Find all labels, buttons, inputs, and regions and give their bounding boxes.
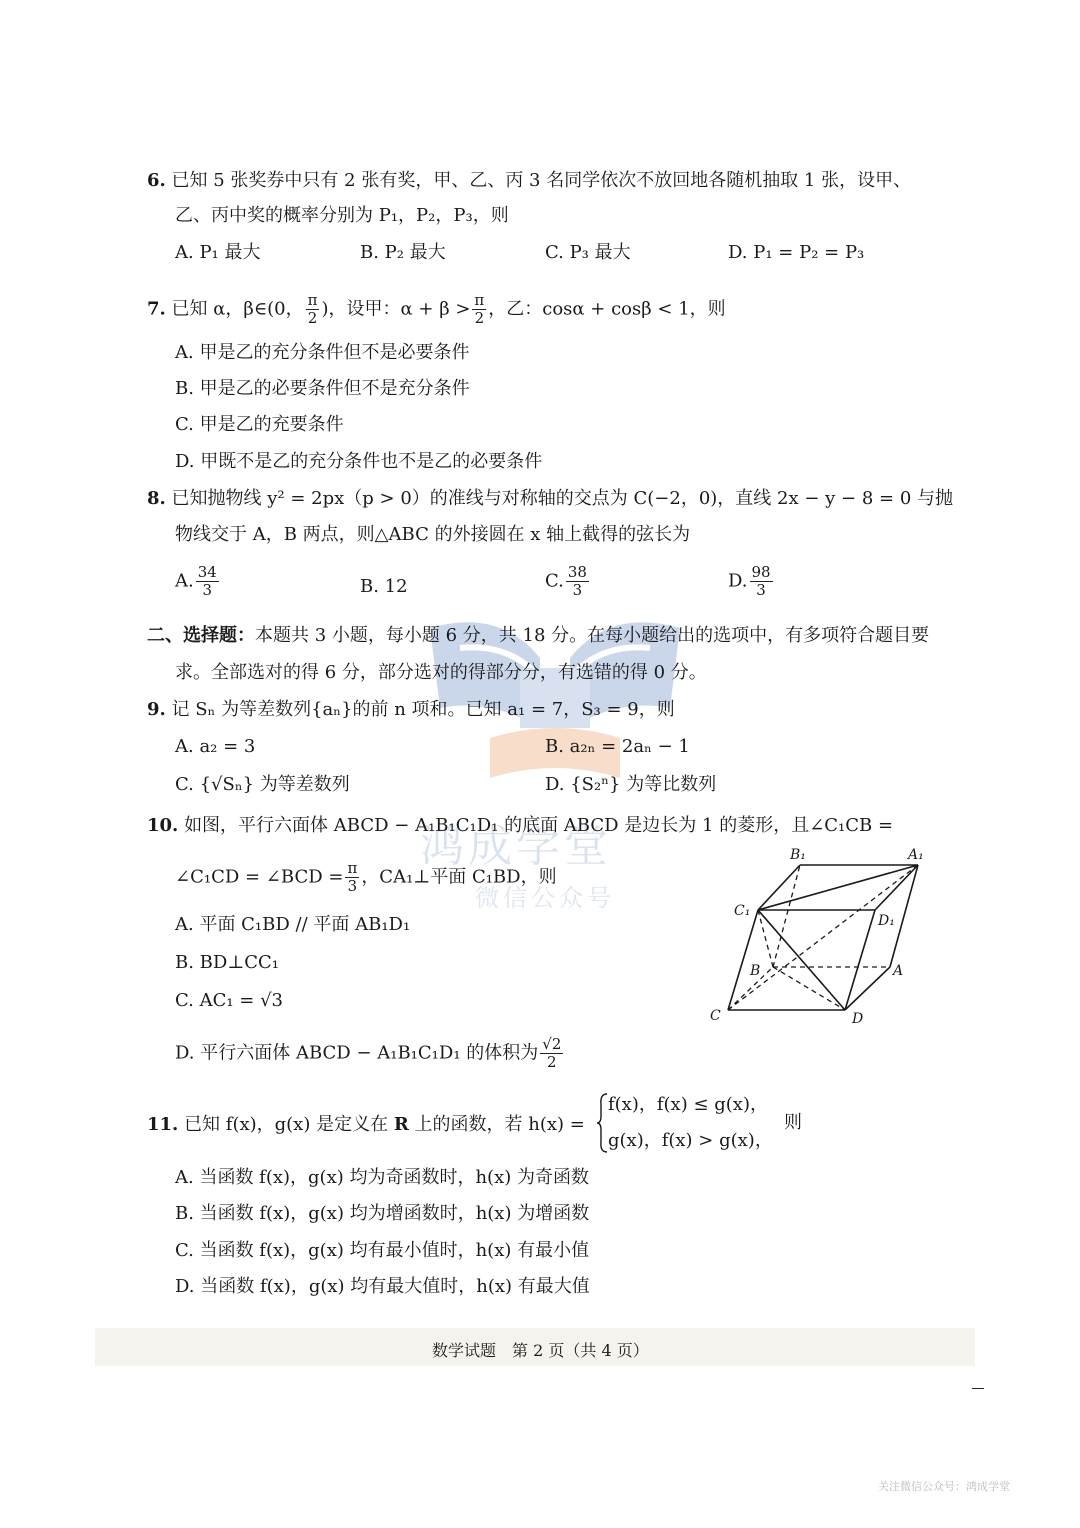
q7-option-d: D. 甲既不是乙的充分条件也不是乙的必要条件 xyxy=(175,451,543,472)
q7-pi-over-2-b: $\frac{\pi}{2}$ xyxy=(474,291,485,327)
corner-watermark: 关注微信公众号：鸿成学堂 xyxy=(878,1480,1010,1493)
section2-line2: 求。全部选对的得 6 分，部分选对的得部分分，有选错的得 0 分。 xyxy=(175,662,707,683)
watermark-subtitle: 微信公众号 xyxy=(475,884,615,912)
q11-option-b: B. 当函数 f(x)，g(x) 均为增函数时，h(x) 为增函数 xyxy=(175,1203,590,1224)
label-d1: D₁ xyxy=(878,913,895,929)
q11-option-d: D. 当函数 f(x)，g(x) 均有最大值时，h(x) 有最大值 xyxy=(175,1276,590,1297)
q10-number: 10. xyxy=(147,815,179,836)
q8-stem-line1 xyxy=(147,488,953,510)
label-b: B xyxy=(750,963,761,979)
q11-real-set: R xyxy=(393,1114,409,1135)
q8-option-c: C. $\frac{38}{3}$ xyxy=(545,563,587,599)
q10-text-1: 如图，平行六面体 ABCD − A₁B₁C₁D₁ 的底面 ABCD 是边长为 1 的菱形，且∠C₁CB = xyxy=(184,815,894,836)
q7-option-b: B. 甲是乙的必要条件但不是充分条件 xyxy=(175,378,470,399)
q11-case1: f(x)，f(x) ≤ g(x)， xyxy=(608,1094,768,1115)
q7-option-c: C. 甲是乙的充要条件 xyxy=(175,414,344,435)
label-a1: A₁ xyxy=(908,847,924,863)
q7-post: ，乙：cosα + cosβ < 1，则 xyxy=(488,298,726,320)
q11-post: 则 xyxy=(784,1112,802,1133)
q10-stem-line2: ∠C₁CD = ∠BCD = $\frac{\pi}{3}$ ，CA₁⊥平面 C₁BD，则 xyxy=(175,859,557,895)
q7-pi-over-2-a: $\frac{\pi}{2}$ xyxy=(307,291,318,327)
q6-text-1: 已知 5 张奖券中只有 2 张有奖，甲、乙、丙 3 名同学依次不放回地各随机抽取 1 张，设甲、 xyxy=(171,170,912,191)
q6-option-d: D. P₁ = P₂ = P₃ xyxy=(728,242,865,263)
q6-option-c: C. P₃ 最大 xyxy=(545,242,631,263)
q10-option-c: C. AC₁ = √3 xyxy=(175,990,284,1011)
label-b1: B₁ xyxy=(790,847,806,863)
q11-brace xyxy=(596,1092,608,1154)
q7-interval-open: (0， xyxy=(267,298,304,320)
label-a: A xyxy=(893,963,904,979)
q6-option-a: A. P₁ 最大 xyxy=(175,242,261,263)
q7-interval-close: ) xyxy=(321,298,329,320)
page-edge-mark xyxy=(972,1388,984,1389)
q9-number: 9. xyxy=(147,699,166,720)
q8-option-a: A. $\frac{34}{3}$ xyxy=(175,563,217,599)
q10-pi-over-3: $\frac{\pi}{3}$ xyxy=(347,859,358,895)
q7-pre: 已知 α，β∈ xyxy=(171,298,268,320)
q11-number: 11. xyxy=(147,1114,179,1135)
q11-case2: g(x)，f(x) > g(x)， xyxy=(608,1130,773,1151)
q10-option-a: A. 平面 C₁BD // 平面 AB₁D₁ xyxy=(175,914,411,935)
q7-number: 7. xyxy=(147,298,166,320)
section2-line1 xyxy=(147,625,929,647)
q9-option-d: D. {S₂ⁿ} 为等比数列 xyxy=(545,774,717,795)
q8-option-b: B. 12 xyxy=(360,576,408,597)
q7-stem xyxy=(147,292,726,327)
label-c: C xyxy=(710,1008,721,1024)
q9-option-b: B. a₂ₙ = 2aₙ − 1 xyxy=(545,736,690,757)
q9-text: 记 Sₙ 为等差数列{aₙ}的前 n 项和。已知 a₁ = 7，S₃ = 9，则 xyxy=(171,699,675,720)
q8-number: 8. xyxy=(147,488,166,509)
q11-option-c: C. 当函数 f(x)，g(x) 均有最小值时，h(x) 有最小值 xyxy=(175,1240,590,1261)
q10-option-d: D. 平行六面体 ABCD − A₁B₁C₁D₁ 的体积为 $\frac{√2}{2}$ xyxy=(175,1035,562,1071)
section2-heading: 二、选择题： xyxy=(147,625,255,646)
q8-option-d: D. $\frac{98}{3}$ xyxy=(728,563,771,599)
q10-option-b: B. BD⊥CC₁ xyxy=(175,952,280,973)
q7-mid: ，设甲：α + β > xyxy=(328,298,471,320)
q8-text-1: 已知抛物线 y² = 2px（p > 0）的准线与对称轴的交点为 C(−2，0)，直线 2x − y − 8 = 0 与抛 xyxy=(171,488,954,509)
q11-option-a: A. 当函数 f(x)，g(x) 均为奇函数时，h(x) 为奇函数 xyxy=(175,1167,589,1188)
q6-stem-line2: 乙、丙中奖的概率分别为 P₁，P₂，P₃，则 xyxy=(175,205,509,226)
q9-option-a: A. a₂ = 3 xyxy=(175,736,256,757)
q9-stem xyxy=(147,699,675,721)
q11-stem: 11. 已知 f(x)，g(x) 是定义在 R 上的函数，若 h(x) = xyxy=(147,1114,585,1135)
q7-option-a: A. 甲是乙的充分条件但不是必要条件 xyxy=(175,342,470,363)
q10-stem-line1 xyxy=(147,815,893,837)
watermark-title: 鸿成学堂 xyxy=(420,821,612,872)
q6-number: 6. xyxy=(147,170,166,191)
section2-text-1: 本题共 3 小题，每小题 6 分，共 18 分。在每小题给出的选项中，有多项符合题目要 xyxy=(255,625,930,646)
label-c1: C₁ xyxy=(734,903,751,919)
q9-option-c: C. {√Sₙ} 为等差数列 xyxy=(175,774,350,795)
page-footer: 数学试题 第 2 页（共 4 页） xyxy=(432,1341,649,1360)
label-d: D xyxy=(852,1011,864,1027)
q6-stem-line1 xyxy=(147,170,911,192)
watermark-logo xyxy=(420,588,690,788)
q8-stem-line2: 物线交于 A，B 两点，则△ABC 的外接圆在 x 轴上截得的弦长为 xyxy=(175,524,691,545)
parallelepiped-figure xyxy=(700,845,950,1030)
q6-option-b: B. P₂ 最大 xyxy=(360,242,446,263)
